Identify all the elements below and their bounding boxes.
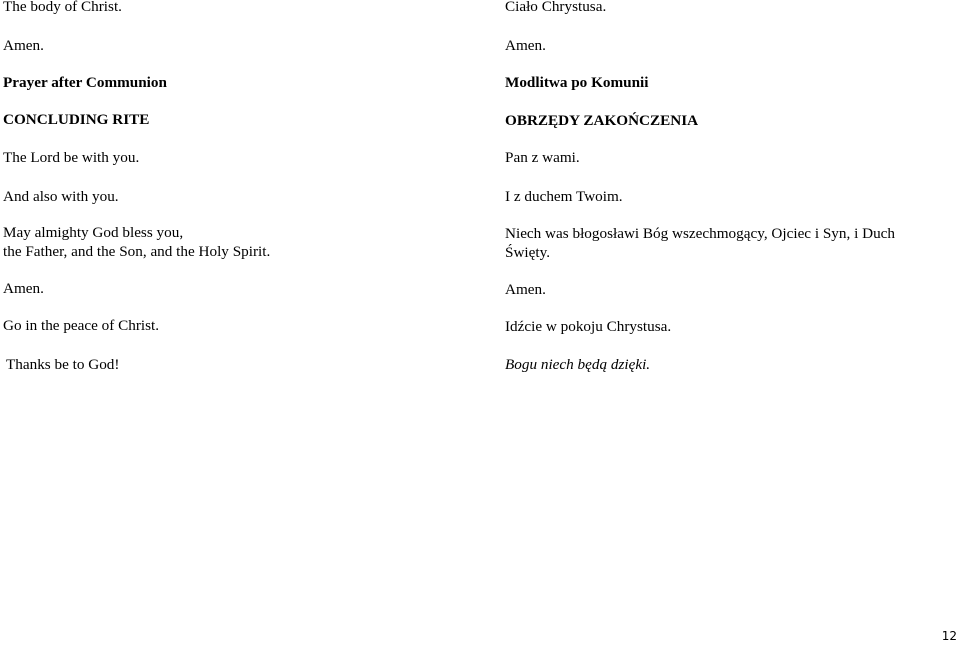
english-amen-response-2: Amen. [3,280,44,297]
english-body-of-christ: The body of Christ. [3,0,122,15]
polish-concluding-rite-heading: OBRZĘDY ZAKOŃCZENIA [505,112,699,129]
english-blessing-line-1: May almighty God bless you, [3,224,184,241]
polish-amen-response: Amen. [505,37,546,54]
polish-and-also-with-you: I z duchem Twoim. [505,188,623,205]
polish-amen-response-2: Amen. [505,281,546,298]
polish-body-of-christ: Ciało Chrystusa. [505,0,607,15]
polish-go-in-peace: Idźcie w pokoju Chrystusa. [505,318,672,335]
polish-thanks-be-to-god: Bogu niech będą dzięki. [505,356,651,373]
english-and-also-with-you: And also with you. [3,188,119,205]
polish-prayer-after-communion-heading: Modlitwa po Komunii [505,74,649,91]
english-go-in-peace: Go in the peace of Christ. [3,317,160,334]
page-number: 12 [941,629,957,643]
english-concluding-rite-heading: CONCLUDING RITE [3,111,150,128]
english-amen-response: Amen. [3,37,44,54]
polish-lord-be-with-you: Pan z wami. [505,149,580,166]
polish-blessing-line-2: Święty. [505,244,550,261]
english-blessing-line-2: the Father, and the Son, and the Holy Spirit. [3,243,271,260]
english-prayer-after-communion-heading: Prayer after Communion [3,74,167,91]
polish-blessing-line-1: Niech was błogosławi Bóg wszechmogący, Ojciec i Syn, i Duch [505,225,896,242]
english-lord-be-with-you: The Lord be with you. [3,149,140,166]
english-thanks-be-to-god: Thanks be to God! [6,356,120,373]
